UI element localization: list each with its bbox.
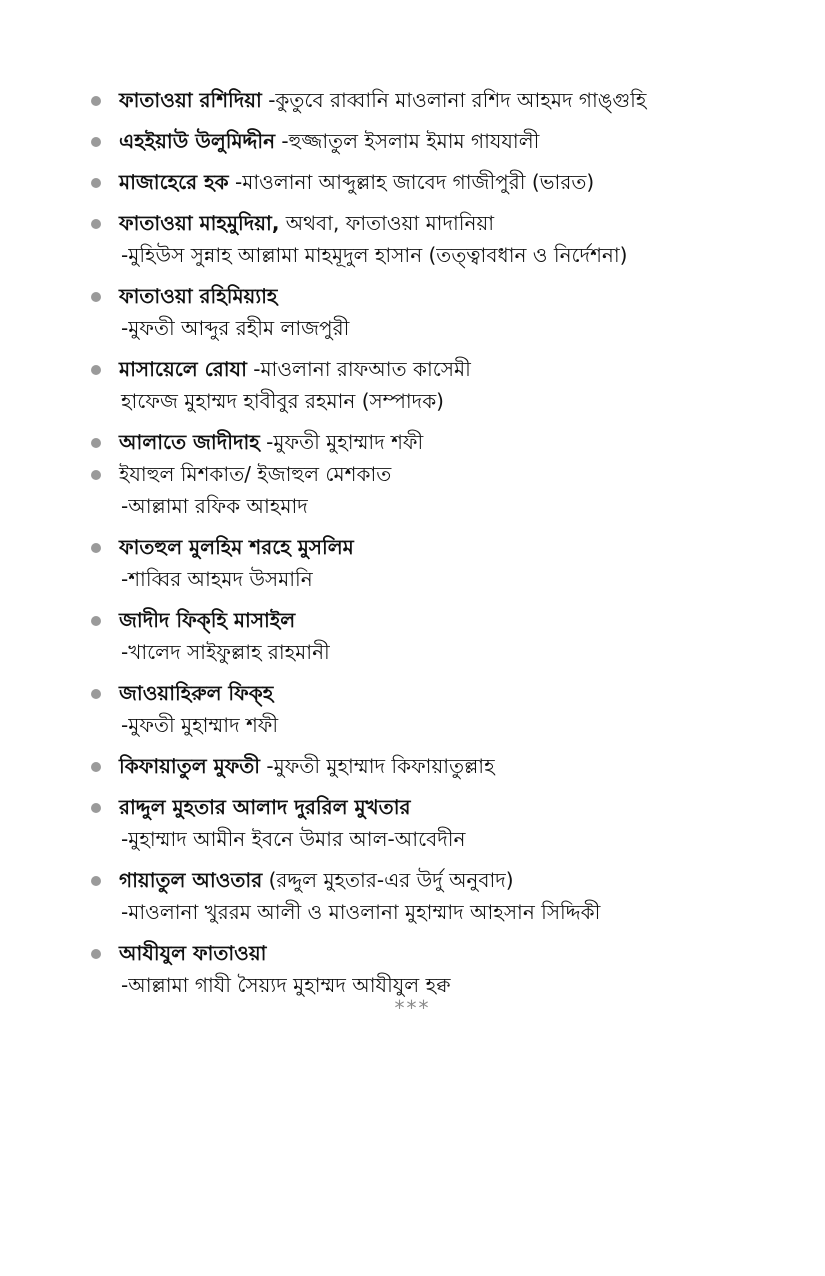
bullet-icon [91, 949, 101, 959]
book-author: (রদ্দুল মুহতার-এর উর্দু অনুবাদ) [262, 868, 514, 892]
bullet-icon [91, 365, 101, 375]
bullet-icon [91, 96, 101, 106]
book-author: -হুজ্জাতুল ইসলাম ইমাম গাযযালী [275, 129, 540, 153]
book-author: -মাওলানা রাফআত কাসেমী [246, 357, 471, 381]
book-author: -কুতুবে রাব্বানি মাওলানা রশিদ আহমদ গাঙ্গুহি [261, 88, 647, 112]
book-title: মাসায়েলে রোযা [119, 357, 247, 381]
book-title: জাওয়াহিরুল ফিক্‌হ [119, 681, 274, 705]
book-title: কিফায়াতুল মুফতী [119, 754, 261, 778]
section-separator: *** [394, 996, 431, 1020]
bullet-icon [91, 219, 101, 229]
bullet-icon [91, 762, 101, 772]
book-title: এহইয়াউ উলুমিদ্দীন [119, 129, 276, 153]
list-item [0, 604, 825, 668]
bullet-icon [91, 876, 101, 886]
book-author-line: -মুহাম্মাদ আমীন ইবনে উমার আল-আবেদীন [121, 827, 466, 851]
book-title: আযীযুল ফাতাওয়া [119, 941, 267, 965]
list-item [0, 864, 825, 928]
book-title: ফাতাওয়া রশিদিয়া [119, 88, 262, 112]
book-title: গায়াতুল আওতার [119, 868, 263, 892]
book-author: -মুফতী মুহাম্মাদ শফী [259, 430, 424, 454]
reference-list [0, 84, 825, 1001]
book-title: আলাতে জাদীদাহ [119, 430, 260, 454]
list-item [0, 791, 825, 855]
list-item [0, 280, 825, 344]
bullet-icon [91, 689, 101, 699]
book-title: ফাতাওয়া রহিমিয়্যাহ [119, 284, 278, 308]
book-author: অথবা, ফাতাওয়া মাদানিয়া [279, 211, 495, 235]
book-author-line: -মুহিউস সুন্নাহ আল্লামা মাহমূদুল হাসান (তত্ত্বাবধান ও নির্দেশনা) [121, 243, 628, 267]
book-title: জাদীদ ফিক্‌হি মাসাইল [119, 608, 296, 632]
list-item [0, 84, 825, 116]
book-author-line: -আল্লামা গাযী সৈয়্যদ মুহাম্মদ আযীযুল হক্ব [121, 973, 451, 997]
bullet-icon [91, 803, 101, 813]
book-author-line: -আল্লামা রফিক আহমাদ [121, 494, 308, 518]
book-author: ইযাহুল মিশকাত/ ইজাহুল মেশকাত [119, 462, 392, 486]
book-title: ফাতহুল মুলহিম শরহে মুসলিম [119, 535, 354, 559]
bullet-icon [91, 178, 101, 188]
book-author-line: হাফেজ মুহাম্মদ হাবীবুর রহমান (সম্পাদক) [121, 389, 444, 413]
book-author: -মুফতী মুহাম্মাদ কিফায়াতুল্লাহ [260, 754, 495, 778]
list-item [0, 207, 825, 271]
list-item [0, 937, 825, 1001]
book-author-line: -খালেদ সাইফুল্লাহ রাহমানী [121, 640, 330, 664]
book-title: ফাতাওয়া মাহমুদিয়া, [119, 211, 280, 235]
list-item [0, 531, 825, 595]
book-author-line: -শাব্বির আহমদ উসমানি [121, 567, 313, 591]
bullet-icon [91, 543, 101, 553]
book-title: মাজাহেরে হক [119, 170, 229, 194]
list-item [0, 750, 825, 782]
bullet-icon [91, 137, 101, 147]
list-item [0, 677, 825, 741]
bullet-icon [91, 470, 101, 480]
book-title: রাদ্দুল মুহতার আলাদ দুররিল মুখতার [119, 795, 411, 819]
book-author-line: -মুফতী আব্দুর রহীম লাজপুরী [121, 316, 350, 340]
list-item [0, 458, 825, 522]
list-item [0, 166, 825, 198]
bullet-icon [91, 438, 101, 448]
list-item [0, 426, 825, 458]
list-item [0, 125, 825, 157]
list-item [0, 353, 825, 417]
book-author: -মাওলানা আব্দুল্লাহ জাবেদ গাজীপুরী (ভারত) [228, 170, 595, 194]
bullet-icon [91, 616, 101, 626]
book-author-line: -মুফতী মুহাম্মাদ শফী [121, 713, 279, 737]
bullet-icon [91, 292, 101, 302]
book-author-line: -মাওলানা খুররম আলী ও মাওলানা মুহাম্মাদ আহসান সিদ্দিকী [121, 900, 601, 924]
